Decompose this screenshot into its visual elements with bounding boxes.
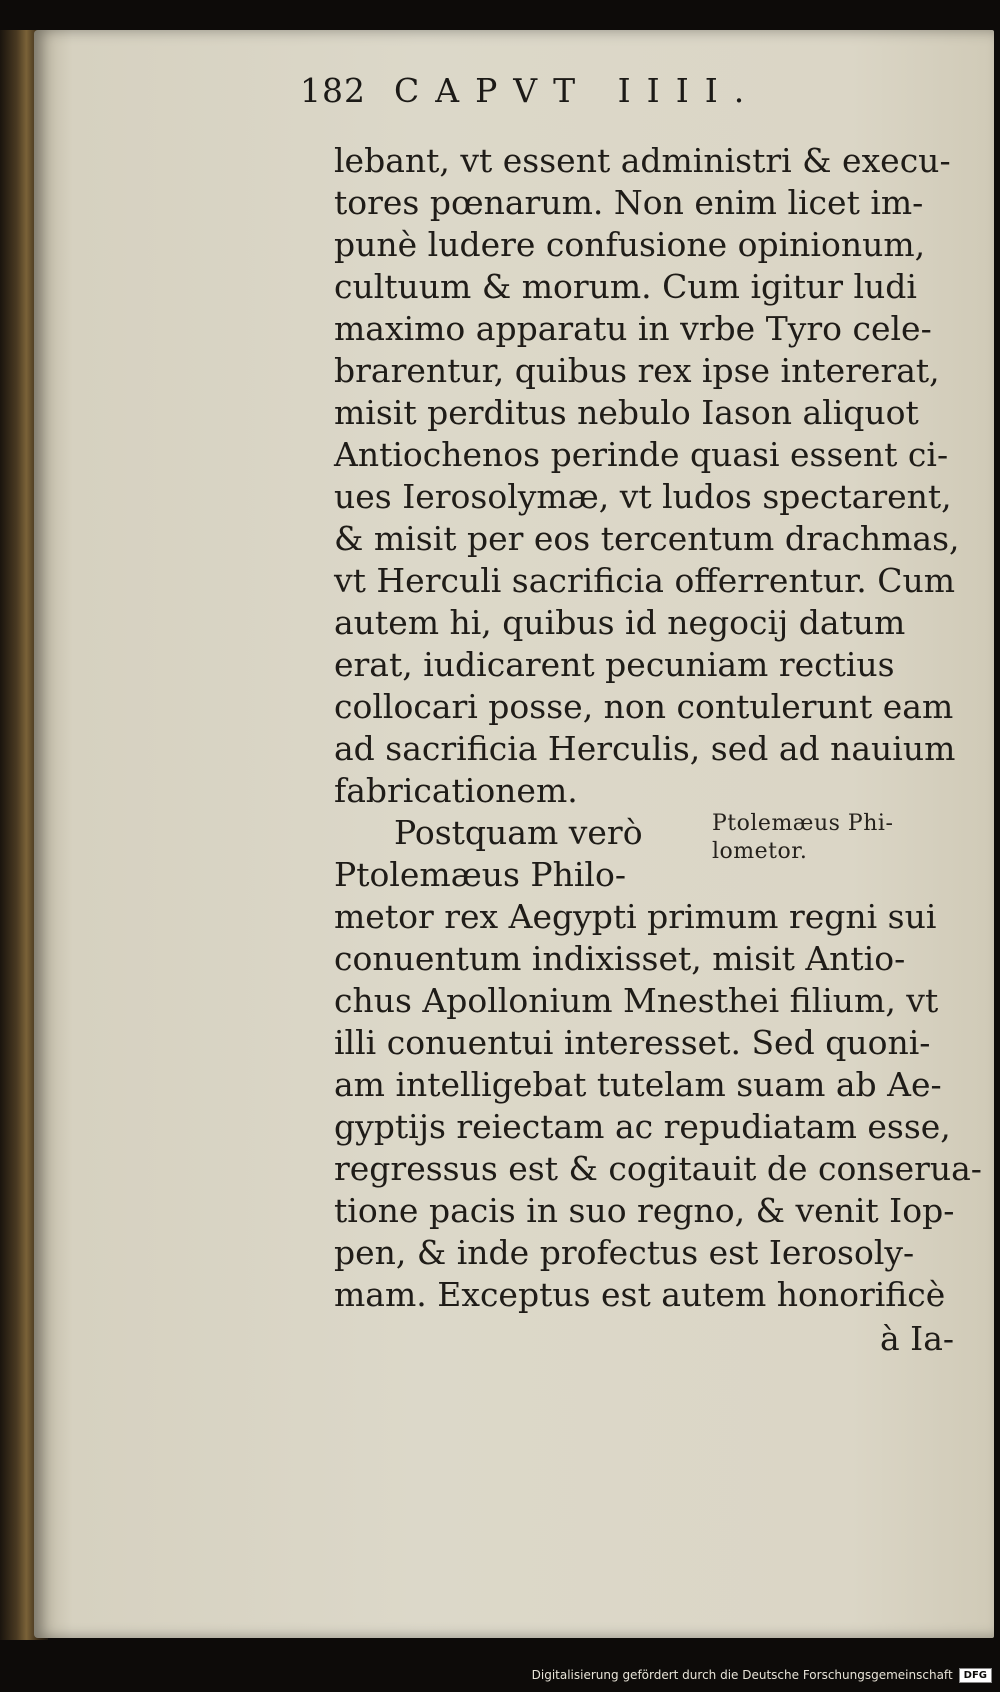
- text-line: metor rex Aegypti primum regni sui: [334, 897, 937, 936]
- text-line: cultuum & morum. Cum igitur ludi: [334, 267, 917, 306]
- text-line: autem hi, quibus id negocij datum: [334, 603, 906, 642]
- text-line: brarentur, quibus rex ipse intererat,: [334, 351, 940, 390]
- text-line: tione pacis in suo regno, & venit Iop-: [334, 1191, 955, 1230]
- text-line: am intelligebat tutelam suam ab Ae-: [334, 1065, 942, 1104]
- text-line: illi conuentui interesset. Sed quoni-: [334, 1023, 931, 1062]
- catchword: à Ia-: [880, 1319, 955, 1358]
- text-line: lebant, vt essent administri & execu-: [334, 141, 951, 180]
- body-text: [334, 140, 982, 1316]
- text-line: collocari posse, non contulerunt eam: [334, 687, 954, 726]
- dfg-logo-icon: DFG: [959, 1668, 992, 1683]
- text-line: gyptijs reiectam ac repudiatam esse,: [334, 1107, 951, 1146]
- text-line: pen, & inde profectus est Ierosoly-: [334, 1233, 915, 1272]
- text-line: Antiochenos perinde quasi essent ci-: [334, 435, 949, 474]
- text-line: vt Herculi sacrificia offerrentur. Cum: [334, 561, 956, 600]
- marginal-note-line: Ptolemæus Phi-: [712, 811, 894, 836]
- text-line: punè ludere confusione opinionum,: [334, 225, 926, 264]
- text-line: fabricationem.: [334, 771, 578, 810]
- text-line: mam. Exceptus est autem honorificè: [334, 1275, 946, 1314]
- text-line: chus Apollonium Mnesthei filium, vt: [334, 981, 939, 1020]
- marginal-note: [712, 810, 972, 866]
- running-title: CAPVT IIII.: [394, 70, 761, 110]
- footer-credit: Digitalisierung gefördert durch die Deutsche Forschungsgemeinschaft: [531, 1668, 953, 1682]
- marginal-note-line: lometor.: [712, 839, 808, 864]
- text-line: erat, iudicarent pecuniam rectius: [334, 645, 895, 684]
- text-line: misit perditus nebulo Iason aliquot: [334, 393, 919, 432]
- page-number: 182: [300, 70, 366, 110]
- page-header: [300, 60, 860, 120]
- text-line: maximo apparatu in vrbe Tyro cele-: [334, 309, 932, 348]
- text-line: & misit per eos tercentum drachmas,: [334, 519, 960, 558]
- paragraph-start-line: Postquam verò: [394, 813, 643, 852]
- digitization-footer: [532, 1664, 992, 1686]
- text-line: Ptolemæus Philo-: [334, 855, 626, 894]
- text-line: ad sacrificia Herculis, sed ad nauium: [334, 729, 956, 768]
- text-line: regressus est & cogitauit de conserua-: [334, 1149, 982, 1188]
- text-line: tores pœnarum. Non enim licet im-: [334, 183, 924, 222]
- text-line: conuentum indixisset, misit Antio-: [334, 939, 906, 978]
- text-line: ues Ierosolymæ, vt ludos spectarent,: [334, 477, 952, 516]
